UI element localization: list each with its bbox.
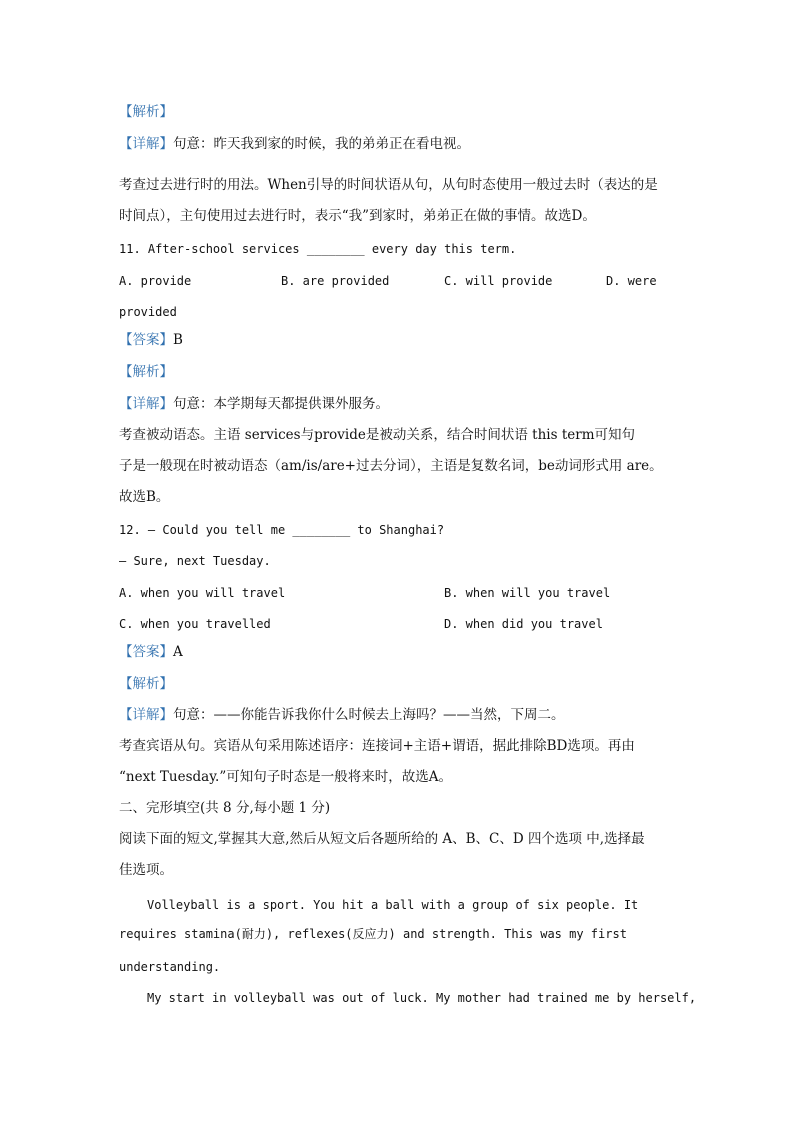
question-12-stem: 12. — Could you tell me ________ to Shanghai? [119,523,445,537]
detail-tag: 【详解】 [119,396,173,412]
question-12-reply: — Sure, next Tuesday. [119,554,271,568]
q12-option-a: A. when you will travel [119,586,286,600]
q11-explanation-line-1: 考查被动语态。主语 services与provide是被动关系，结合时间状语 this term可知句 [119,427,635,443]
q11-answer [119,330,183,350]
q11-detail-line [119,394,389,414]
q11-explanation-line-2: 子是一般现在时被动语态（am/is/are+过去分词），主语是复数名词，be动词形式用 are。 [119,458,663,474]
detail-text: 句意：昨天我到家的时候，我的弟弟正在看电视。 [173,136,470,152]
answer-value: B [173,332,183,348]
q11-option-d: D. were [606,274,657,288]
explanation-line-2: 时间点），主句使用过去进行时，表示“我”到家时，弟弟正在做的事情。故选D。 [119,208,596,224]
section-2-title: 二、完形填空(共 8 分,每小题 1 分) [119,800,331,816]
analysis-heading: 【解析】 [119,104,173,120]
section-2-instruction-2: 佳选项。 [119,862,173,878]
detail-line [119,134,470,154]
passage-line-1: Volleyball is a sport. You hit a ball with a group of six people. It [147,898,639,912]
q11-explanation-line-3: 故选B。 [119,489,170,505]
q11-analysis-heading: 【解析】 [119,364,173,380]
answer-value: A [173,644,183,660]
detail-tag: 【详解】 [119,707,173,723]
answer-tag: 【答案】 [119,644,173,660]
q11-option-b: B. are provided [281,274,390,288]
passage-line-4: My start in volleyball was out of luck. My mother had trained me by herself, [147,991,697,1005]
detail-tag: 【详解】 [119,136,173,152]
explanation-line-1: 考查过去进行时的用法。When引导的时间状语从句，从句时态使用一般过去时（表达的是 [119,177,658,193]
answer-tag: 【答案】 [119,332,173,348]
q12-option-c: C. when you travelled [119,617,271,631]
q11-option-c: C. will provide [444,274,553,288]
detail-text: 句意：本学期每天都提供课外服务。 [173,396,389,412]
question-11-stem: 11. After-school services ________ every day this term. [119,242,517,256]
q11-option-d-continued: provided [119,305,177,319]
passage-line-3: understanding. [119,960,221,974]
q12-answer [119,642,183,662]
q12-explanation-line-1: 考查宾语从句。宾语从句采用陈述语序：连接词+主语+谓语，据此排除BD选项。再由 [119,738,635,754]
section-2-instruction-1: 阅读下面的短文,掌握其大意,然后从短文后各题所给的 A、B、C、D 四个选项 中,选择最 [119,831,645,847]
q12-option-d: D. when did you travel [444,617,603,631]
q12-option-b: B. when will you travel [444,586,611,600]
passage-line-2: requires stamina(耐力), reflexes(反应力) and strength. This was my first [119,927,627,941]
q11-option-a: A. provide [119,274,192,288]
q12-detail-line [119,705,565,725]
q12-analysis-heading: 【解析】 [119,676,173,692]
detail-text: 句意：——你能告诉我你什么时候去上海吗？——当然，下周二。 [173,707,565,723]
q12-explanation-line-2: “next Tuesday.”可知句子时态是一般将来时，故选A。 [119,769,452,785]
